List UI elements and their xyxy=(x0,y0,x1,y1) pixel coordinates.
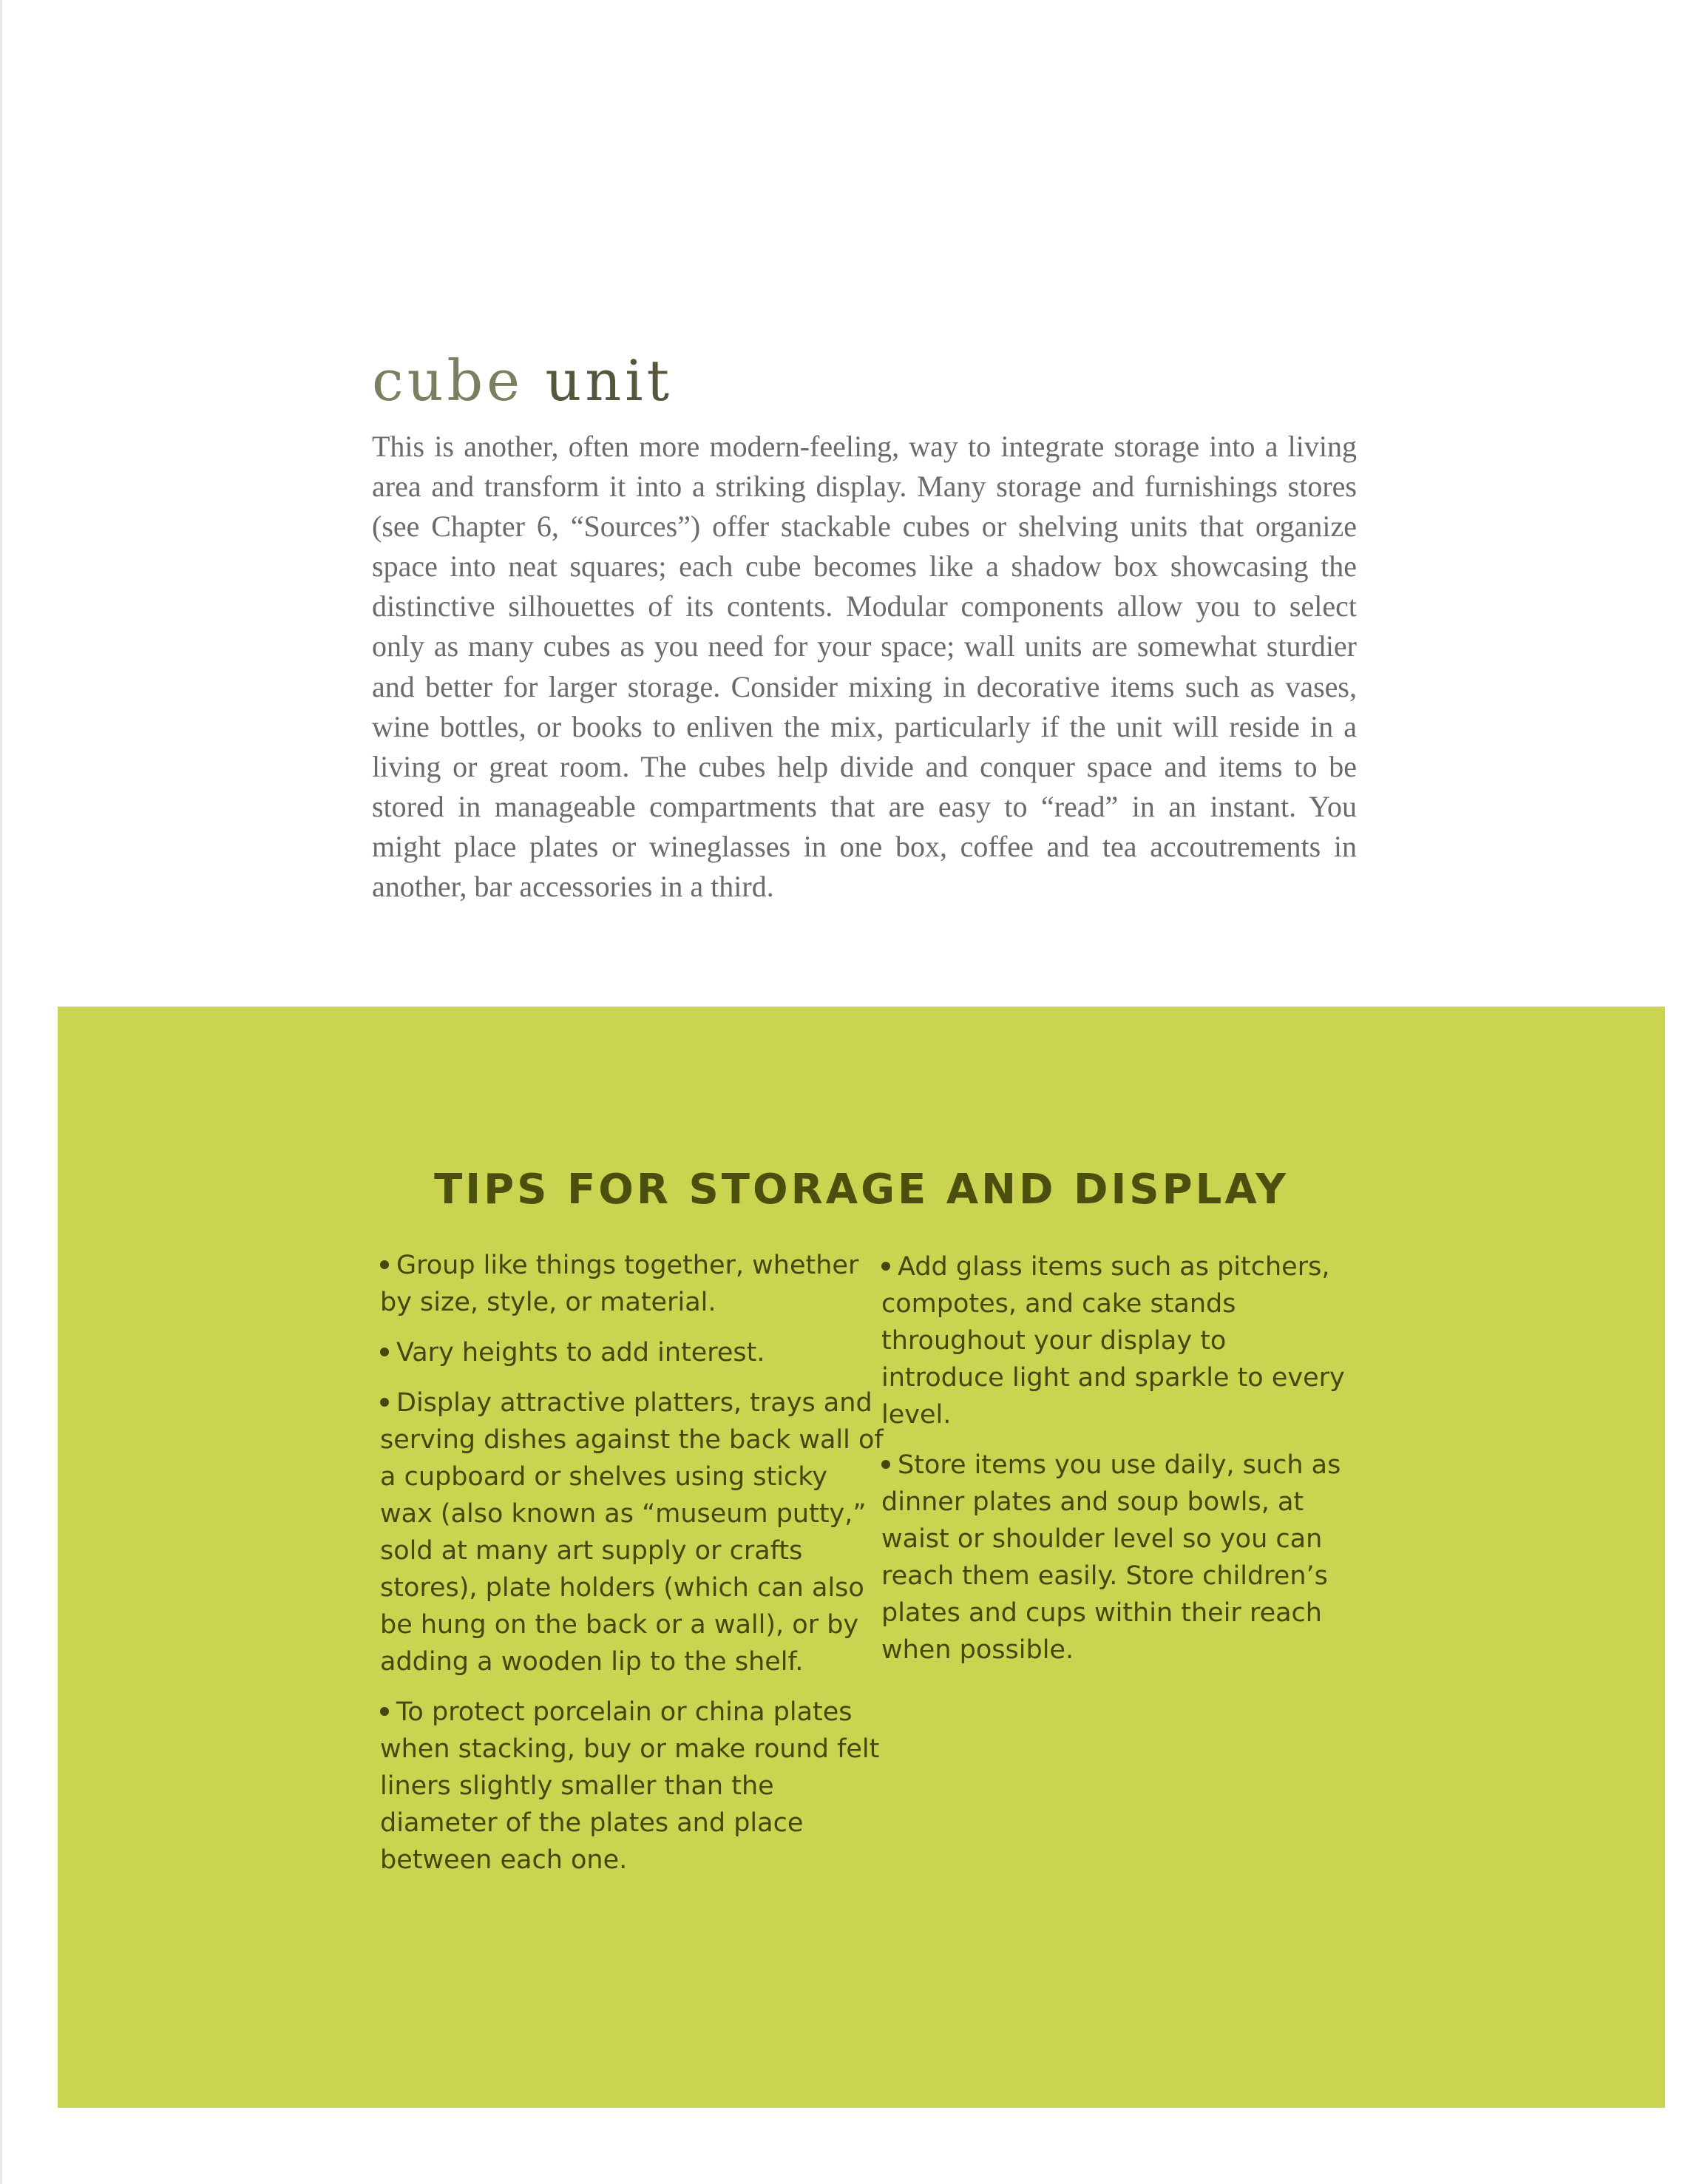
section-body: This is another, often more modern-feeling, way to integrate storage into a living area and transform it into a striking display. Many storage and furnishings stores (see Chapter 6, “Sources”) offer stackable cubes or shelving units that organize space into neat squares; each cube becomes like a shadow box showcasing the distinctive silhouettes of its contents. Modular components allow you to select only as many cubes as you need for your space; wall units are somewhat sturdier and better for larger storage. Consider mixing in decorative items such as vases, wine bottles, or books to enliven the mix, particularly if the unit will reside in a living or great room. The cubes help divide and conquer space and items to be stored in manageable compartments that are easy to “read” in an instant. You might place plates or wineglasses in one box, coffee and tea accoutrements in another, bar accessories in a third. xyxy=(372,430,1357,904)
tip-item xyxy=(380,1247,887,1321)
tip-text: Display attractive platters, trays and serving dishes against the back wall of a cupboard or shelves using sticky wax (also known as “museum putty,” sold at many art supply or crafts stores), plate holders (which can also be hung on the back or a wall), or by adding a wooden lip to the shelf. xyxy=(380,1388,884,1677)
tips-left-column xyxy=(380,1247,887,1892)
tips-panel xyxy=(58,1007,1665,2108)
bullet-icon xyxy=(881,1460,890,1469)
bullet-icon xyxy=(881,1262,890,1271)
section-title xyxy=(372,344,673,418)
tip-item xyxy=(881,1447,1355,1669)
tip-text: To protect porcelain or china plates when stacking, buy or make round felt liners slightly smaller than the diameter of the plates and place between each one. xyxy=(380,1697,880,1875)
page-edge xyxy=(0,0,2,2184)
bullet-icon xyxy=(380,1348,389,1356)
tip-item xyxy=(380,1334,887,1371)
bullet-icon xyxy=(380,1260,389,1269)
tip-text: Vary heights to add interest. xyxy=(396,1338,765,1367)
tip-text: Add glass items such as pitchers, compotes, and cake stands throughout your display to introduce light and sparkle to every level. xyxy=(881,1252,1345,1430)
tip-text: Group like things together, whether by size, style, or material. xyxy=(380,1251,859,1317)
tips-right-column xyxy=(881,1248,1355,1682)
bullet-icon xyxy=(380,1398,389,1407)
tips-heading: TIPS FOR STORAGE AND DISPLAY xyxy=(434,1166,1289,1214)
tip-text: Store items you use daily, such as dinner plates and soup bowls, at waist or shoulder level so you can reach them easily. Store children’s plates and cups within their reach when possible. xyxy=(881,1450,1341,1665)
tip-item xyxy=(881,1248,1355,1433)
section-title-word-1: cube xyxy=(372,348,524,413)
bullet-icon xyxy=(380,1707,389,1716)
tip-item xyxy=(380,1694,887,1879)
tip-item xyxy=(380,1385,887,1680)
section-title-word-2: unit xyxy=(545,348,674,413)
